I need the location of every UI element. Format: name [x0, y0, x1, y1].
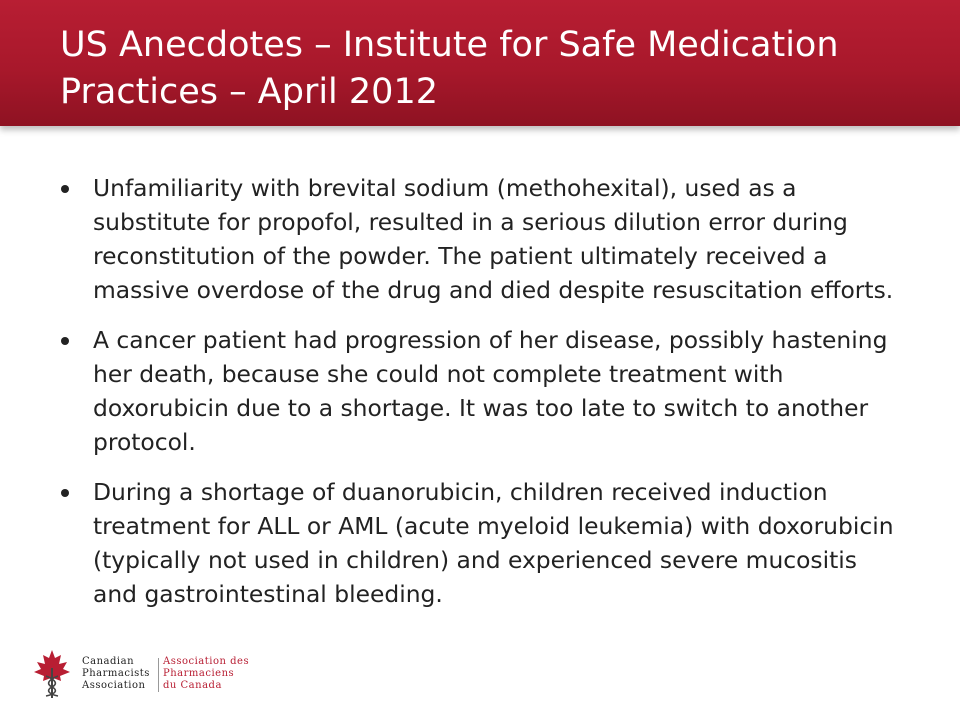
logo-text-line: Pharmaciens [163, 668, 235, 679]
cpha-logo [30, 648, 260, 700]
bullet-text: A cancer patient had progression of her disease, possibly hastening her death, because she could not complete treatment with doxorubicin due to a shortage. It was too late to switch to another protocol. [93, 326, 888, 456]
logo-text-line: Canadian [82, 656, 135, 667]
logo-text-line: du Canada [163, 680, 222, 691]
bullet-item [60, 323, 900, 459]
slide-title: US Anecdotes – Institute for Safe Medication Practices – April 2012 [60, 25, 839, 112]
bullet-dot-icon [61, 185, 69, 193]
logo-text-line: Pharmacists [82, 668, 150, 679]
logo-french-name [163, 656, 249, 692]
bullet-dot-icon [61, 489, 69, 497]
bullet-text: During a shortage of duanorubicin, children received induction treatment for ALL or AML (acute myeloid leukemia) with doxorubicin (typically not used in children) and experienced severe mucositis and gastrointestinal bleeding. [93, 478, 894, 608]
logo-text-line: Association des [163, 656, 250, 667]
logo-text-line: Association [82, 680, 146, 691]
bullet-list [60, 171, 900, 611]
bullet-text: Unfamiliarity with brevital sodium (methohexital), used as a substitute for propofol, resulted in a serious dilution error during reconstitution of the powder. The patient ultimately received a massive overdose of the drug and died despite resuscitation efforts. [93, 174, 894, 304]
bullet-item [60, 171, 900, 307]
logo-divider [158, 658, 159, 692]
maple-leaf-caduceus-icon [30, 648, 74, 700]
title-bar [0, 0, 960, 126]
logo-english-name [82, 656, 150, 692]
bullet-item [60, 475, 900, 611]
bullet-dot-icon [61, 337, 69, 345]
slide-content [60, 171, 900, 627]
